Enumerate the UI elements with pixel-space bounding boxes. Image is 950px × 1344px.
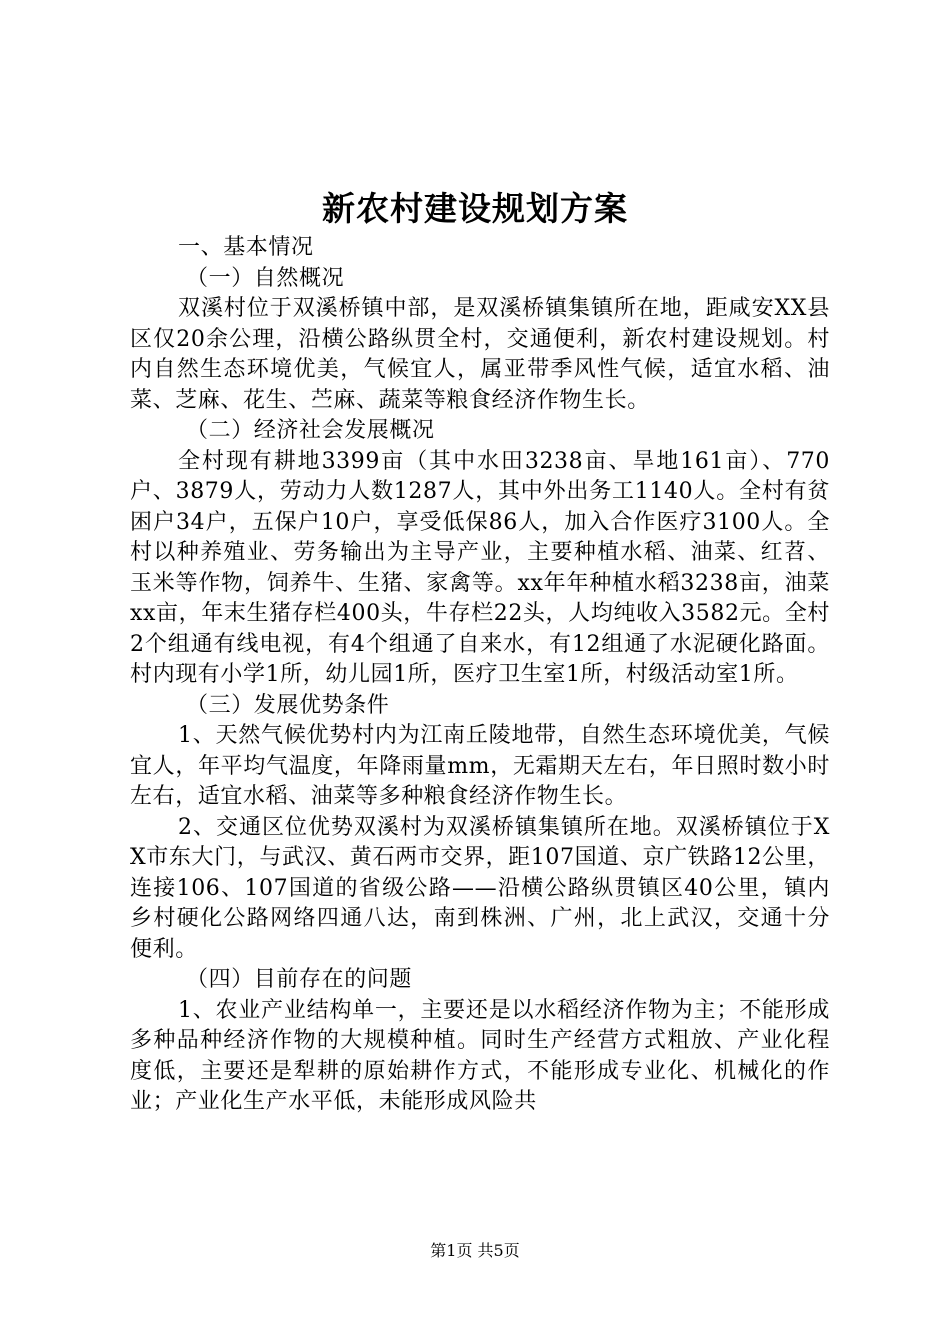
subsection-heading-economy: （二）经济社会发展概况 xyxy=(186,418,435,443)
paragraph-economy-overview: 全村现有耕地3399亩（其中水田3238亩、旱地161亩）、770户、3879人，劳动力人数1287人，其中外出务工1140人。全村有贫困户34户，五保户10户，享受低保86人，加入合作医疗3100人。全村以种养殖业、劳务输出为主导产业，主要种植水稻、油菜、红苕、玉米等作物，饲养牛、生猪、家禽等。xx年年种植水稻3238亩，油菜xx亩，年末生猪存栏400头，牛存栏22头，人均纯收入3582元。全村2个组通有线电视，有4个组通了自来水，有12组通了水泥硬化路面。村内现有小学1所，幼儿园1所，医疗卫生室1所，村级活动室1所。 xyxy=(130,448,830,687)
paragraph-climate-advantage: 1、天然气候优势村内为江南丘陵地带，自然生态环境优美，气候宜人，年平均气温度，年降雨量mm，无霜期天左右，年日照时数小时左右，适宜水稻、油菜等多种粮食经济作物生长。 xyxy=(130,723,830,809)
page-title: 新农村建设规划方案 xyxy=(322,189,628,228)
subsection-heading-natural: （一）自然概况 xyxy=(186,265,345,291)
paragraph-agriculture-problem: 1、农业产业结构单一，主要还是以水稻经济作物为主；不能形成多种品种经济作物的大规模种植。同时生产经营方式粗放、产业化程度低，主要还是犁耕的原始耕作方式，不能形成专业化、机械化的作业；产业化生产水平低，未能形成风险共 xyxy=(130,997,830,1114)
page-footer: 第1页 共5页 xyxy=(430,1241,520,1260)
section-heading-basic-info: 一、基本情况 xyxy=(178,235,314,260)
document-body xyxy=(130,233,830,1118)
paragraph-natural-overview: 双溪村位于双溪桥镇中部，是双溪桥镇集镇所在地，距咸安XX县区仅20余公理，沿横公路纵贯全村，交通便利，新农村建设规划。村内自然生态环境优美，气候宜人，属亚带季风性气候，适宜水稻、油菜、芝麻、花生、苎麻、蔬菜等粮食经济作物生长。 xyxy=(130,296,830,413)
paragraph-transport-advantage: 2、交通区位优势双溪村为双溪桥镇集镇所在地。双溪桥镇位于XX市东大门，与武汉、黄石两市交界，距107国道、京广铁路12公里，连接106、107国道的省级公路——沿横公路纵贯镇区40公里，镇内乡村硬化公路网络四通八达，南到株洲、广州，北上武汉，交通十分便利。 xyxy=(130,814,830,962)
subsection-heading-problems: （四）目前存在的问题 xyxy=(186,967,413,992)
subsection-heading-advantages: （三）发展优势条件 xyxy=(186,692,390,718)
